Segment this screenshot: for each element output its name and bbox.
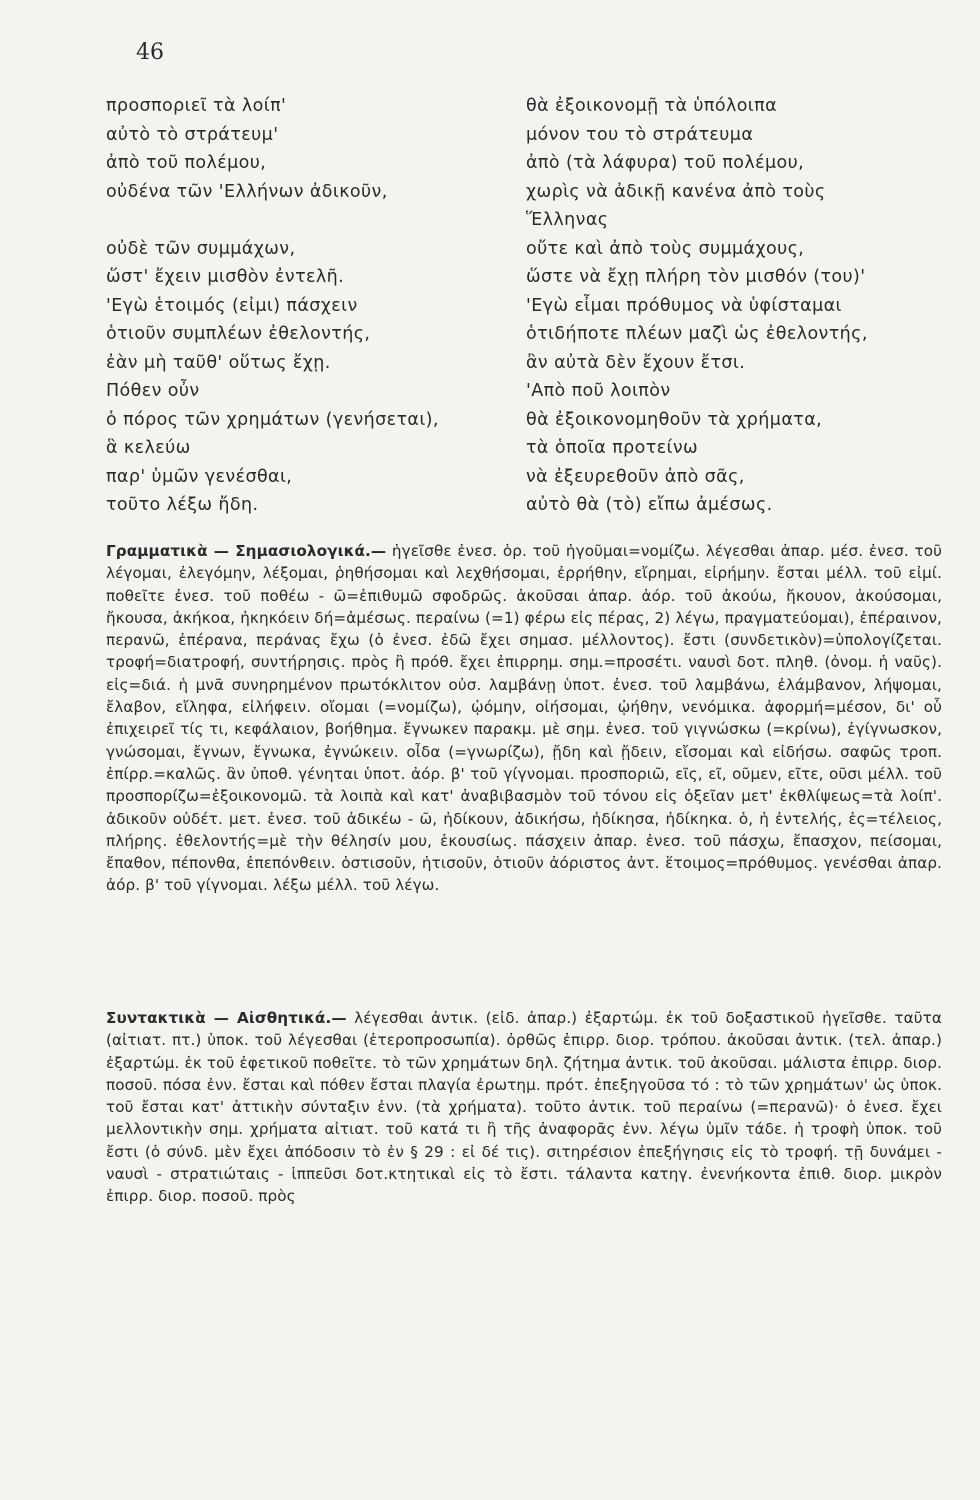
modern-greek-line: 'Εγὼ εἶμαι πρόθυμος νὰ ὑφίσταμαι [526,295,842,316]
syntax-heading: Συντακτικὰ — Αἰσθητικά.— [106,1009,347,1027]
syntax-paragraph [106,1007,942,1208]
parallel-row [106,406,946,435]
parallel-translation [106,92,946,520]
parallel-row [106,292,946,321]
parallel-row [106,263,946,292]
modern-greek-line: 'Απὸ ποῦ λοιπὸν [526,381,671,401]
modern-greek-line: τὰ ὁποῖα προτείνω [526,438,699,458]
modern-greek-line: ἂν αὐτὰ δὲν ἔχουν ἔτσι. [526,352,746,373]
parallel-row [106,491,946,520]
parallel-row [106,377,946,406]
modern-greek-line: ὥστε νὰ ἔχῃ πλήρη τὸν μισθόν (του)' [526,267,866,287]
ancient-greek-line: ἀπὸ τοῦ πολέμου, [106,153,267,173]
modern-greek-line: οὔτε καὶ ἀπὸ τοὺς συμμάχους, [526,238,805,259]
page-number: 46 [136,40,164,65]
modern-greek-line: θὰ ἐξοικονομῇ τὰ ὑπόλοιπα [526,96,778,116]
modern-greek-line: νὰ ἐξευρεθοῦν ἀπὸ σᾶς, [526,466,745,487]
modern-greek-line: μόνον του τὸ στράτευμα [526,124,754,145]
modern-greek-line: θὰ ἐξοικονομηθοῦν τὰ χρήματα, [526,409,823,430]
parallel-row [106,349,946,378]
modern-greek-line: ὁτιδήποτε πλέων μαζὶ ὡς ἐθελοντής, [526,324,868,344]
ancient-greek-line: ὁτιοῦν συμπλέων ἐθελοντής, [106,324,371,344]
parallel-row [106,235,946,264]
grammar-text: ἡγεῖσθε ἐνεσ. ὁρ. τοῦ ἡγοῦμαι=νομίζω. λέγεσθαι ἀπαρ. μέσ. ἐνεσ. τοῦ λέγομαι, ἐλεγόμην, λέξομαι, ῥηθήσομαι καὶ λεχθήσομαι, ἐρρήθην, εἴρημαι, εἰρήμην. ἔσται μέλλ. τοῦ εἰμί. ποθεῖτε ἐνεσ. τοῦ ποθέω - ῶ=ἐπιθυμῶ σφοδρῶς. ἀκοῦσαι ἀπαρ. ἀόρ. τοῦ ἀκούω, ἤκουον, ἀκούσομαι, ἤκουσα, ἀκήκοα, ἠκηκόειν δή=ἀμέσως. περαίνω (=1) φέρω εἰς πέρας, 2) λέγω, πραγματεύομαι), ἐπέραινον, περανῶ, ἐπέρανα, περάνας ἔχω (ὁ ἐνεσ. ἐδῶ ἔχει σημασ. μέλλοντος). ἔστι (συνδετικὸν)=ὑπολογίζεται. τροφή=διατροφή, συντήρησις. πρὸς ἢ πρόθ. ἔχει ἐπιρρημ. σημ.=προσέτι. ναυσὶ δοτ. πληθ. (ὀνομ. ἡ ναῦς). εἰς=διά. ἡ μνᾶ συνηρημένον πρωτόκλιτον οὐσ. λαμβάνῃ ὑποτ. ἐνεσ. τοῦ λαμβάνω, ἐλάμβανον, λήψομαι, ἔλαβον, εἴληφα, εἰλήφειν. οἴομαι (=νομίζω), ᾠόμην, οἰήσομαι, ᾠήθην, νενόμικα. ἀφορμή=μέσον, δι' οὗ ἐπιχειρεῖ τίς τι, κεφάλαιον, βοήθημα. ἔγνωκεν παρακμ. μὲ σημ. ἐνεσ. τοῦ γιγνώσκω (=κρίνω), ἐγίγνωσκον, γνώσομαι, ἔγνων, ἔγνωκα, ἐγνώκειν. οἶδα (=γνωρίζω), ᾔδη καὶ ᾔδειν, εἴσομαι καὶ εἰδήσω. σαφῶς τροπ. ἐπίρρ.=καλῶς. ἂν ὑποθ. γένηται ὑποτ. ἀόρ. β' τοῦ γίγνομαι. προσποριῶ, εῖς, εῖ, οῦμεν, εῖτε, οῦσι μέλλ. τοῦ προσπορίζω=ἐξοικονομῶ. τὰ λοιπὰ καὶ κατ' ἀναβιβασμὸν τοῦ τόνου εἰς ὀξεῖαν μετ' ἐκθλίψεως=τὰ λοίπ'. ἀδικοῦν οὐδέτ. μετ. ἐνεσ. τοῦ ἀδικέω - ῶ, ἠδίκουν, ἀδικήσω, ἠδίκησα, ἠδίκηκα. ὁ, ἡ ἐντελής, ἐς=τέλειος, πλήρης. ἐθελοντής=μὲ τὴν θέλησίν μου, ἑκουσίως. πάσχειν ἀπαρ. ἐνεσ. τοῦ πάσχω, ἔπασχον, πείσομαι, ἔπαθον, πέπονθα, ἐπεπόνθειν. ὁστισοῦν, ἡτισοῦν, ὁτιοῦν ἀόριστος ἀντ. ἕτοιμος=πρόθυμος. γενέσθαι ἀπαρ. ἀόρ. β' τοῦ γίγνομαι. λέξω μέλλ. τοῦ λέγω. [106,542,942,895]
parallel-row [106,206,946,235]
grammar-heading: Γραμματικὰ — Σημασιολογικά.— [106,542,387,560]
syntax-text: λέγεσθαι ἀντικ. (εἰδ. ἀπαρ.) ἐξαρτώμ. ἐκ τοῦ δοξαστικοῦ ἡγεῖσθε. ταῦτα (αἰτιατ. πτ.) ὑποκ. τοῦ λέγεσθαι (ἑτεροπροσωπία). ὀρθῶς ἐπιρρ. διορ. τρόπου. ἀκοῦσαι ἀντικ. (τελ. ἀπαρ.) ἐξαρτώμ. ἐκ τοῦ ἐφετικοῦ ποθεῖτε. τὸ τῶν χρημάτων δηλ. ζήτημα ἀντικ. τοῦ ἀκοῦσαι. μάλιστα ἐπιρρ. διορ. ποσοῦ. πόσα ἐνν. ἔσται καὶ πόθεν ἔσται πλαγία ἐρωτημ. πρότ. ἐπεξηγοῦσα τό : τὸ τῶν χρημάτων' ὡς ὑποκ. τοῦ ἔσται κατ' ἀττικὴν σύνταξιν ἐνν. (τὰ χρήματα). τοῦτο ἀντικ. τοῦ περαίνω (=περανῶ)· ὁ ἐνεσ. ἔχει μελλοντικὴν σημ. χρήματα αἰτιατ. τοῦ κατά τι ἢ τῆς ἀναφορᾶς ἐνν. λέγω ὑμῖν τάδε. ἡ τροφὴ ὑποκ. τοῦ ἔστι (ὁ σύνδ. μὲν ἔχει ἀπόδοσιν τὸ ἐν § 29 : εἰ δέ τις). σιτηρέσιον ἐπεξήγησις εἰς τὸ τροφή. τῇ δυνάμει - ναυσὶ - στρατιώταις - ἱππεῦσι δοτ.κτητικαὶ εἰς τὸ ἔστι. τάλαντα κατηγ. ἐνενήκοντα ἐπιθ. διορ. μικρὸν ἐπιρρ. διορ. ποσοῦ. πρὸς [106,1009,942,1206]
syntax-notes [106,1007,942,1208]
ancient-greek-line: οὐδὲ τῶν συμμάχων, [106,238,296,259]
modern-greek-line: χωρὶς νὰ ἀδικῇ κανένα ἀπὸ τοὺς [526,181,826,202]
ancient-greek-line: αὐτὸ τὸ στράτευμ' [106,124,279,145]
ancient-greek-line: ἐὰν μὴ ταῦθ' οὕτως ἔχῃ. [106,352,331,373]
ancient-greek-line [106,206,526,235]
parallel-row [106,121,946,150]
ancient-greek-line: προσποριεῖ τὰ λοίπ' [106,96,287,116]
ancient-greek-line: Πόθεν οὖν [106,381,200,401]
grammar-paragraph [106,540,942,897]
modern-greek-line: Ἕλληνας [526,210,609,230]
grammar-notes [106,540,942,897]
modern-greek-line: αὐτὸ θὰ (τὸ) εἴπω ἀμέσως. [526,495,773,515]
ancient-greek-line: παρ' ὑμῶν γενέσθαι, [106,466,293,487]
parallel-row [106,434,946,463]
parallel-row [106,463,946,492]
ancient-greek-line: ὥστ' ἔχειν μισθὸν ἐντελῆ. [106,267,345,287]
ancient-greek-line: ὁ πόρος τῶν χρημάτων (γενήσεται), [106,409,439,430]
parallel-row [106,178,946,207]
modern-greek-line: ἀπὸ (τὰ λάφυρα) τοῦ πολέμου, [526,153,805,173]
parallel-row [106,320,946,349]
ancient-greek-line: ἃ κελεύω [106,438,191,458]
parallel-row [106,149,946,178]
parallel-row [106,92,946,121]
ancient-greek-line: 'Εγὼ ἑτοιμός (εἰμι) πάσχειν [106,295,358,316]
ancient-greek-line: οὐδένα τῶν 'Ελλήνων ἀδικοῦν, [106,181,388,202]
ancient-greek-line: τοῦτο λέξω ἤδη. [106,495,259,515]
